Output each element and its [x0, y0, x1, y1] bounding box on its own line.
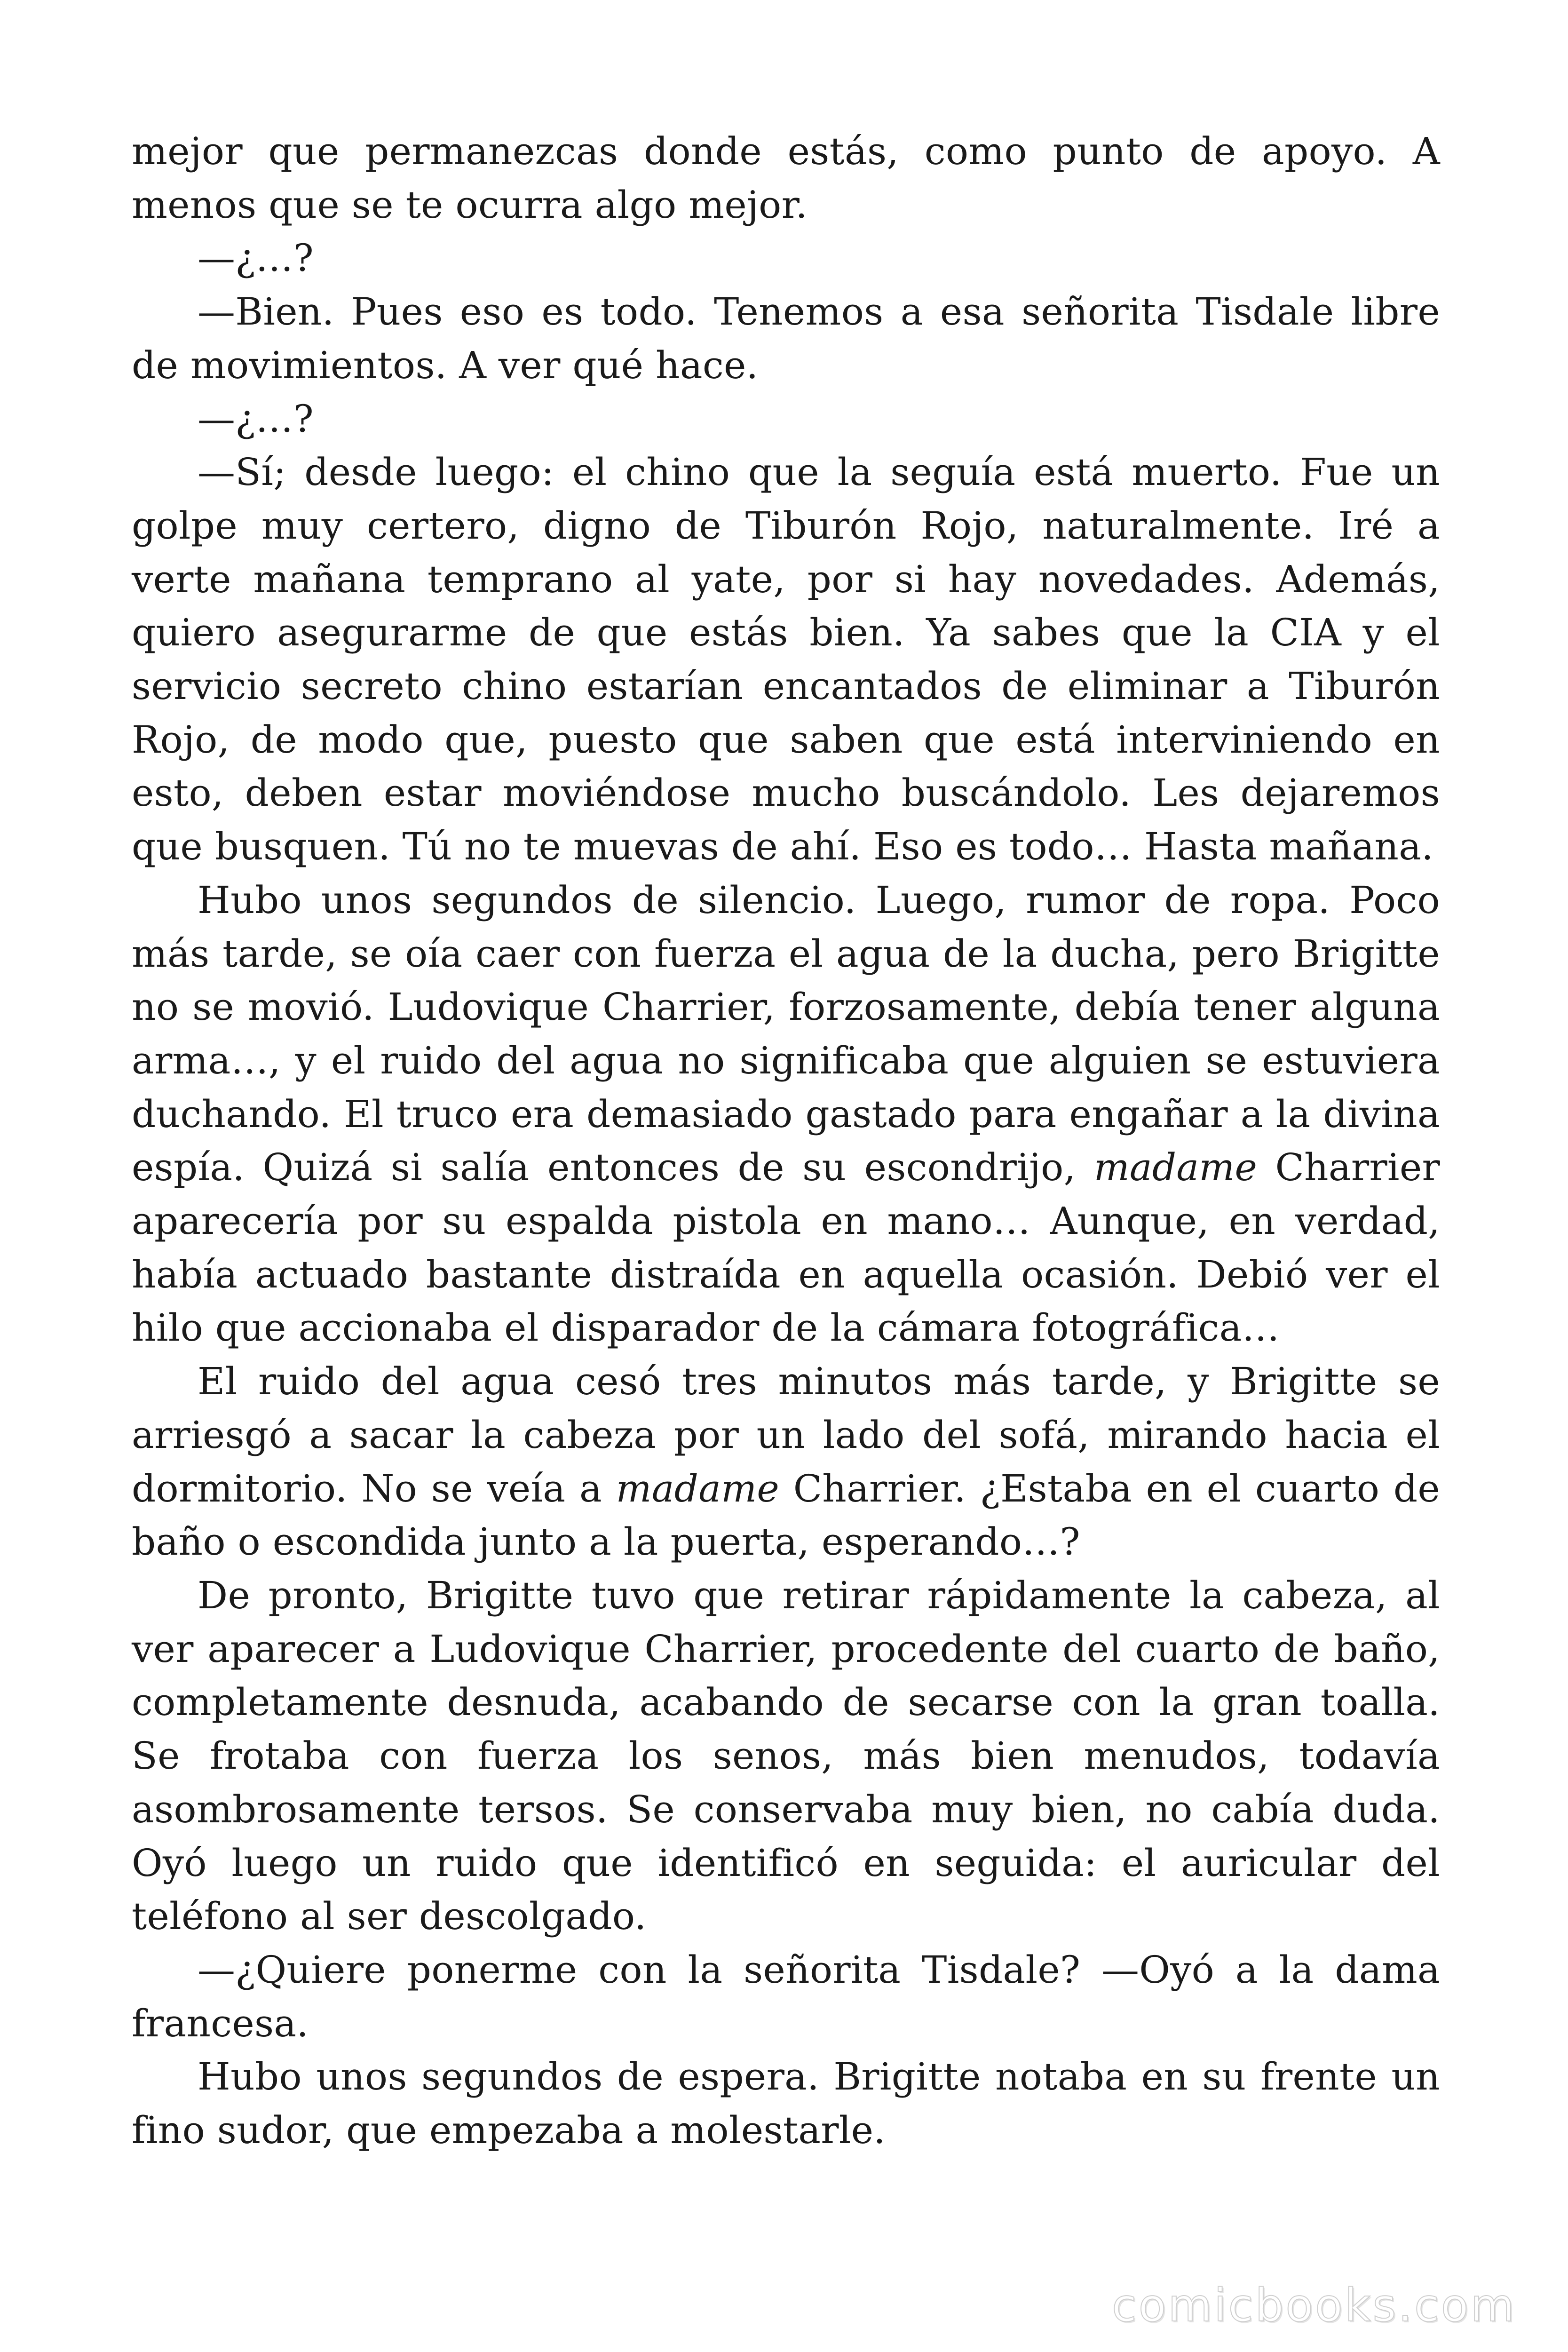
paragraph-text: Charrier aparecería por su espalda pistola en mano… Aunque, en verdad, había actuado bastante distraída en aquella ocasión. Debió ver el hilo que accionaba el disparador de la cámara fotográfica… [132, 1145, 1441, 1350]
paragraph-text: —¿Quiere ponerme con la señorita Tisdale? —Oyó a la dama francesa. [132, 1947, 1440, 2045]
paragraph [132, 125, 1440, 231]
body-text [132, 125, 1440, 2157]
italic-text: madame [1093, 1145, 1258, 1190]
paragraph-text: Charrier. ¿Estaba en el cuarto de baño o escondida junto a la puerta, esperando…? [132, 1466, 1440, 1564]
paragraph [132, 1943, 1440, 2050]
paragraph-text: El ruido del agua cesó tres minutos más tarde, y Brigitte se arriesgó a sacar la cabeza por un lado del sofá, mirando hacia el dormitorio. No se veía a [132, 1359, 1440, 1510]
paragraph-text: —Sí; desde luego: el chino que la seguía está muerto. Fue un golpe muy certero, digno de Tiburón Rojo, naturalmente. Iré a verte mañana temprano al yate, por si hay novedades. Además, quiero asegurarme de que estás bien. Ya sabes que la CIA y el servicio secreto chino estarían encantados de eliminar a Tiburón Rojo, de modo que, puesto que saben que está interviniendo en esto, deben estar moviéndose mucho buscándolo. Les dejaremos que busquen. Tú no te muevas de ahí. Eso es todo… Hasta mañana. [132, 450, 1440, 869]
italic-text: madame [616, 1466, 780, 1510]
paragraph-text: Hubo unos segundos de silencio. Luego, rumor de ropa. Poco más tarde, se oía caer con fuerza el agua de la ducha, pero Brigitte no se movió. Ludovique Charrier, forzosamente, debía tener alguna arma…, y el ruido del agua no significaba que alguien se estuviera duchando. El truco era demasiado gastado para engañar a la divina espía. Quizá si salía entonces de su escondrijo, [132, 878, 1440, 1190]
paragraph [132, 445, 1440, 874]
paragraph-text: —¿…? [198, 236, 314, 280]
paragraph-text: Hubo unos segundos de espera. Brigitte notaba en su frente un fino sudor, que empezaba a molestarle. [132, 2055, 1440, 2153]
paragraph-text: —Bien. Pues eso es todo. Tenemos a esa señorita Tisdale libre de movimientos. A ver qué hace. [132, 290, 1440, 387]
paragraph [132, 285, 1440, 392]
paragraph [132, 2050, 1440, 2157]
paragraph [132, 1569, 1440, 1943]
watermark: comicbooks.com [1111, 2279, 1516, 2332]
paragraph-text: mejor que permanezcas donde estás, como punto de apoyo. A menos que se te ocurra algo mejor. [132, 129, 1440, 227]
paragraph [132, 392, 1440, 446]
paragraph [132, 231, 1440, 285]
paragraph [132, 1355, 1440, 1569]
paragraph-text: —¿…? [198, 397, 314, 441]
paragraph-text: De pronto, Brigitte tuvo que retirar rápidamente la cabeza, al ver aparecer a Ludovique Charrier, procedente del cuarto de baño, completamente desnuda, acabando de secarse con la gran toalla. Se frotaba con fuerza los senos, más bien menudos, todavía asombrosamente tersos. Se conservaba muy bien, no cabía duda. Oyó luego un ruido que identificó en seguida: el auricular del teléfono al ser descolgado. [132, 1573, 1440, 1939]
paragraph [132, 874, 1440, 1355]
